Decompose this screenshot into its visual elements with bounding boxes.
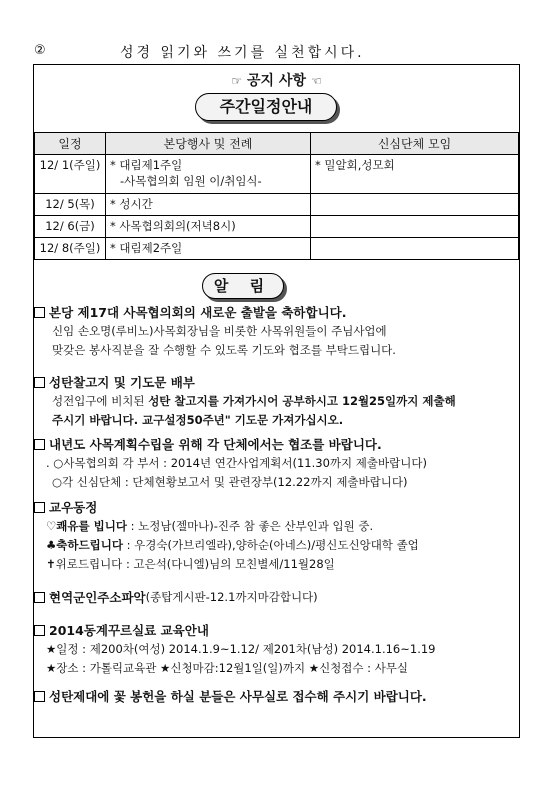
checkbox-square-icon <box>34 502 45 513</box>
table-row <box>35 194 519 216</box>
page-number: ② <box>34 43 46 58</box>
line-label: ♡쾌유를 빕니다 <box>46 519 127 533</box>
col-date: 일정 <box>35 133 106 155</box>
row-events: * 대림제2주일 <box>106 238 311 260</box>
announce-title: 알 림 <box>202 273 284 299</box>
line-text: : 우경숙(가브리엘라),양하순(아네스)/평신도신앙대학 졸업 <box>122 538 419 552</box>
row-groups <box>311 238 519 260</box>
line-text: : 노정남(젤마나)-진주 참 좋은 산부인과 입원 중. <box>126 519 374 533</box>
announce-section-3 <box>34 435 519 492</box>
col-events: 본당행사 및 전례 <box>106 133 311 155</box>
row-date: 12/ 8(주일) <box>35 238 106 260</box>
section-line <box>34 392 519 411</box>
notice-title-text: 공지 사항 <box>247 73 306 89</box>
checkbox-square-icon <box>34 691 45 702</box>
section-line: ✝위로드립니다 : 고은석(다니엘)님의 모친별세/11월28일 <box>46 557 335 571</box>
section-line <box>34 517 519 536</box>
schedule-title: 주간일정안내 <box>195 93 337 121</box>
bulletin-frame <box>33 64 520 738</box>
section-heading: 본당 제17대 사목협의회의 새로운 출발을 축하합니다. <box>49 305 347 320</box>
checkbox-square-icon <box>34 307 45 318</box>
row-date: 12/ 1(주일) <box>35 155 106 194</box>
section-line: ○각 신심단체 : 단체현황보고서 및 관련장부(12.22까지 제출바랍니다) <box>52 475 408 489</box>
row-date: 12/ 6(금) <box>35 216 106 238</box>
section-heading: 내년도 사목계획수립을 위해 각 단체에서는 협조를 바랍니다. <box>49 437 382 452</box>
event-line: * 대림제1주일 <box>110 158 183 172</box>
checkbox-square-icon <box>34 439 45 450</box>
schedule-table <box>34 132 519 260</box>
checkbox-square-icon <box>34 592 45 603</box>
announce-section-7 <box>34 687 519 706</box>
row-groups <box>311 194 519 216</box>
section-heading: 성탄찰고지 및 기도문 배부 <box>49 375 195 390</box>
section-heading: 성탄제대에 꽃 봉헌을 하실 분들은 사무실로 접수해 주시기 바랍니다. <box>49 689 427 704</box>
announce-section-2 <box>34 373 519 430</box>
section-heading: 현역군인주소파악 <box>49 590 146 605</box>
section-heading-note: (종탑게시판-12.1까지마감합니다) <box>145 590 318 604</box>
motto: 성경 읽기와 쓰기를 실천합시다. <box>120 45 365 61</box>
table-row <box>35 238 519 260</box>
row-groups: * 밀알회,성모회 <box>311 155 519 194</box>
line-part-bold: 성탄 찰고지를 가져가시어 공부하시고 12월25일까지 제출해 <box>148 394 456 408</box>
row-events: * 성시간 <box>106 194 311 216</box>
section-line: ★장소 : 가톨릭교육관 ★신청마감:12월1일(일)까지 ★신청접수 : 사무실 <box>46 661 409 675</box>
section-line: 맞갖은 봉사직분을 잘 수행할 수 있도록 기도와 협조를 부탁드립니다. <box>52 343 396 357</box>
notice-title <box>34 70 519 90</box>
announce-section-1 <box>34 303 519 360</box>
checkbox-square-icon <box>34 377 45 388</box>
row-events: * 사목협의회의(저녁8시) <box>106 216 311 238</box>
line-label: ♣축하드립니다 <box>46 538 123 552</box>
line-part: 성전입구에 비치된 <box>52 394 149 408</box>
schedule-header-row <box>35 133 519 155</box>
event-line: -사목협의회 임원 이/취임식- <box>120 174 262 188</box>
announce-section-6 <box>34 621 519 678</box>
table-row <box>35 216 519 238</box>
section-heading: 2014동계꾸르실료 교육안내 <box>49 623 209 638</box>
section-line <box>34 536 519 555</box>
hand-right-icon: ☞ <box>231 74 243 88</box>
row-date: 12/ 5(목) <box>35 194 106 216</box>
row-events <box>106 155 311 194</box>
col-groups: 신심단체 모임 <box>311 133 519 155</box>
section-line: 신임 손오명(루비노)사목회장님을 비롯한 사목위원들이 주님사업에 <box>52 324 387 338</box>
section-line: . ○사목협의회 각 부서 : 2014년 연간사업계획서(11.30까지 제출바랍니다) <box>46 456 427 470</box>
section-line: ★일정 : 제200차(여성) 2014.1.9~1.12/ 제201차(남성) 2014.1.16~1.19 <box>46 642 436 656</box>
row-groups <box>311 216 519 238</box>
announce-section-5 <box>34 588 519 607</box>
section-heading: 교우동정 <box>49 500 98 515</box>
checkbox-square-icon <box>34 625 45 636</box>
table-row <box>35 155 519 194</box>
announce-section-4 <box>34 498 519 574</box>
hand-left-icon: ☜ <box>310 74 322 88</box>
section-line: 주시기 바랍니다. 교구설정50주년" 기도문 가져가십시오. <box>52 413 344 427</box>
